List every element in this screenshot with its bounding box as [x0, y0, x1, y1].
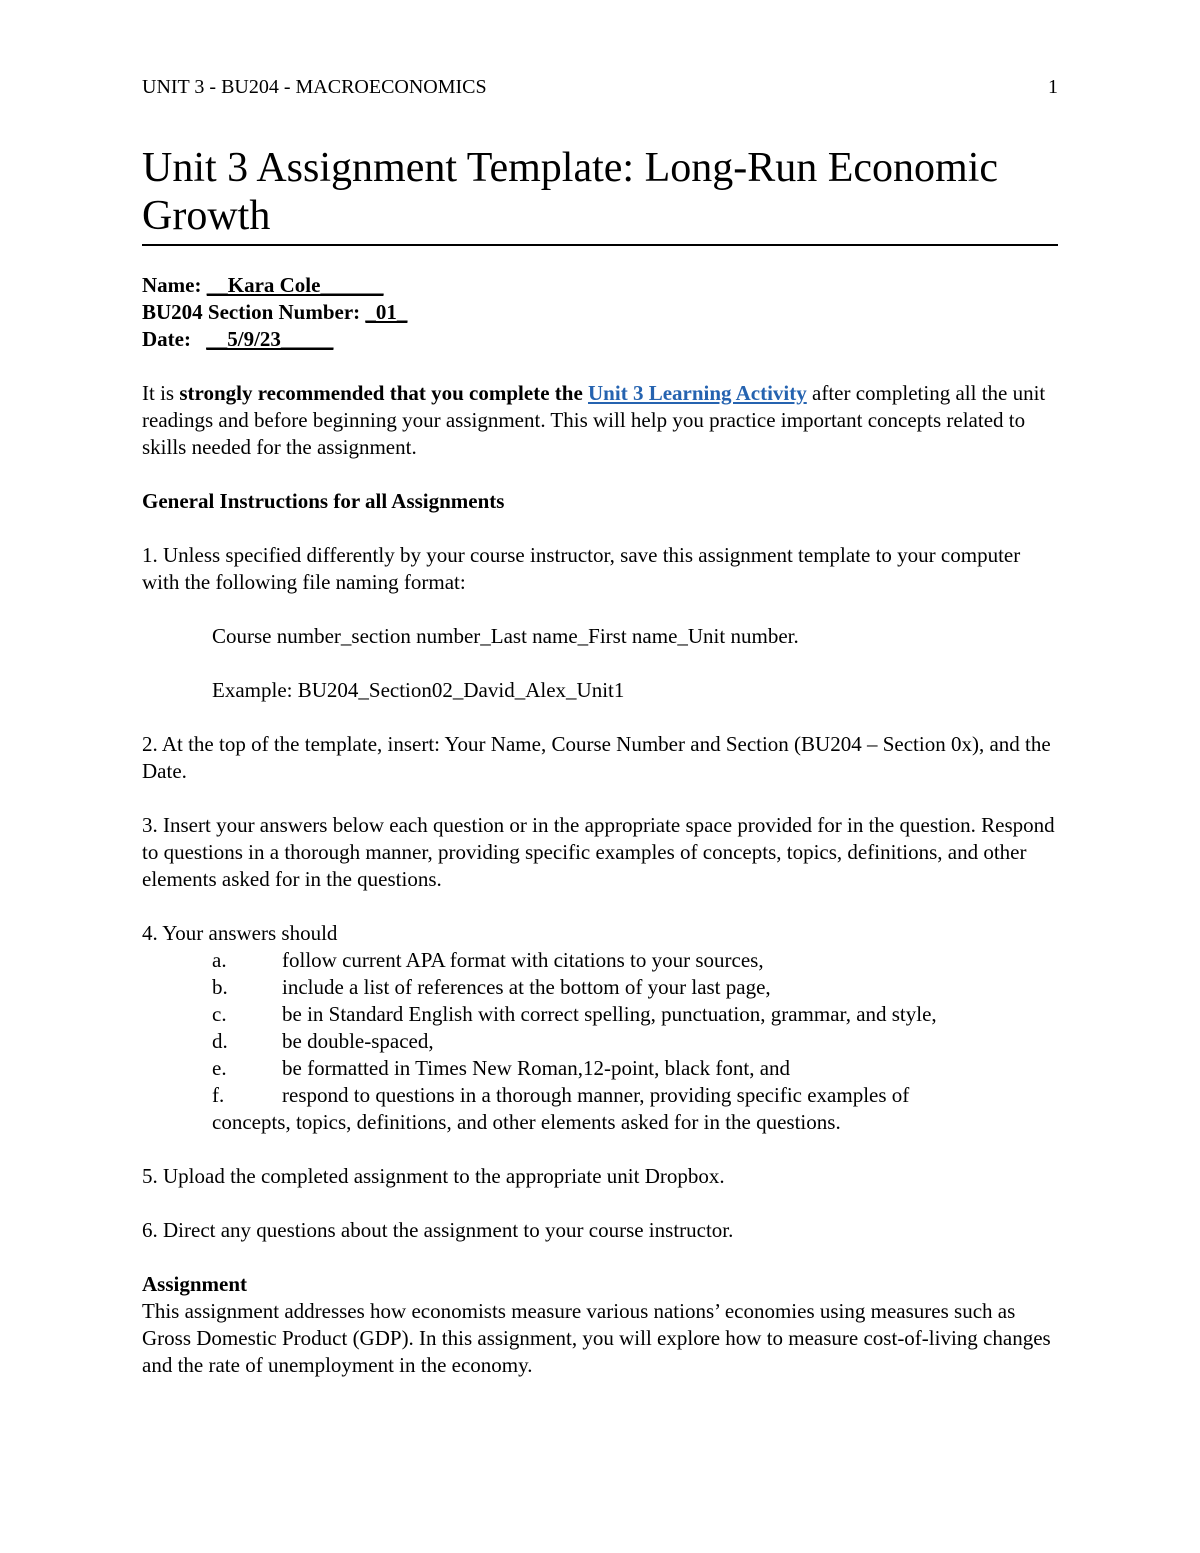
document-body — [142, 272, 1062, 1379]
list-item: b. include a list of references at the bottom of your last page, — [212, 975, 771, 999]
assignment-heading: Assignment — [142, 1272, 248, 1296]
intro-bold: strongly recommended that you complete the — [179, 381, 589, 405]
running-header — [142, 74, 1058, 101]
page-number: 1 — [1048, 76, 1058, 98]
intro-paragraph — [142, 380, 1062, 461]
general-heading: General Instructions for all Assignments — [142, 489, 505, 513]
name-line — [142, 272, 1062, 299]
intro-post: after completing all the unit readings and before beginning your assignment. This will help you practice important concepts related to skills needed for the assignment. — [142, 381, 1046, 459]
list-item: c. be in Standard English with correct spelling, punctuation, grammar, and style, — [212, 1002, 937, 1026]
date-value: __5/9/23_____ — [206, 327, 334, 351]
learning-activity-link[interactable]: Unit 3 Learning Activity — [588, 381, 807, 405]
name-value: __Kara Cole______ — [206, 273, 384, 297]
section-label: BU204 Section Number: — [142, 300, 361, 324]
list-item: d. be double-spaced, — [212, 1029, 434, 1053]
assignment-body: This assignment addresses how economists measure various nations’ economies using measures such as Gross Domestic Product (GDP). In this assignment, you will explore how to measure cost-of-living changes and the rate of unemployment in the economy. — [142, 1299, 1051, 1377]
date-label: Date: — [142, 327, 191, 351]
instruction-2: 2. At the top of the template, insert: Your Name, Course Number and Section (BU204 – Section 0x), and the Date. — [142, 732, 1051, 783]
list-item: f. respond to questions in a thorough manner, providing specific examples of — [212, 1083, 910, 1107]
list-item: e. be formatted in Times New Roman,12-point, black font, and — [212, 1056, 791, 1080]
instruction-3: 3. Insert your answers below each question or in the appropriate space provided for in the question. Respond to questions in a thorough manner, providing specific examples of concepts, topics, definitions, and other elements asked for in the questions. — [142, 813, 1055, 891]
list-item-continuation: concepts, topics, definitions, and other elements asked for in the questions. — [212, 1110, 841, 1134]
instruction-6: 6. Direct any questions about the assignment to your course instructor. — [142, 1218, 734, 1242]
instruction-4: 4. Your answers should — [142, 921, 338, 945]
instruction-1: 1. Unless specified differently by your course instructor, save this assignment template to your computer with the following file naming format: — [142, 543, 1021, 594]
list-item: a. follow current APA format with citations to your sources, — [212, 948, 764, 972]
running-head-text: UNIT 3 - BU204 - MACROECONOMICS — [142, 76, 487, 98]
intro-pre: It is — [142, 381, 180, 405]
name-label: Name: — [142, 273, 202, 297]
date-line — [142, 326, 1062, 353]
file-example: Example: BU204_Section02_David_Alex_Unit1 — [212, 678, 625, 702]
instruction-5: 5. Upload the completed assignment to the appropriate unit Dropbox. — [142, 1164, 725, 1188]
file-format: Course number_section number_Last name_First name_Unit number. — [212, 624, 799, 648]
section-value: _01_ — [365, 300, 408, 324]
section-line — [142, 299, 1062, 326]
document-title: Unit 3 Assignment Template: Long-Run Economic Growth — [142, 144, 1058, 246]
